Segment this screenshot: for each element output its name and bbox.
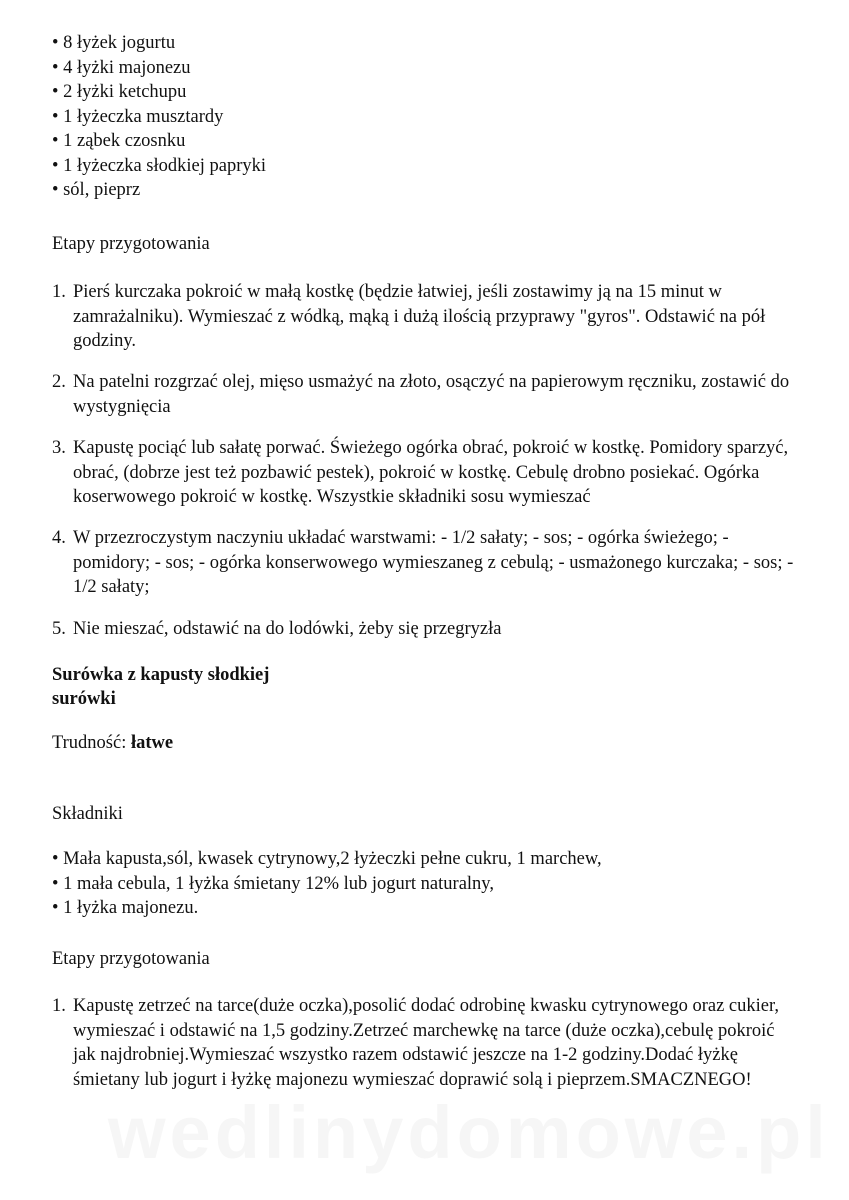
- list-item: • 1 mała cebula, 1 łyżka śmietany 12% lub jogurt naturalny,: [52, 872, 809, 897]
- list-item: • 1 łyżeczka musztardy: [52, 105, 809, 130]
- step-number: 1.: [52, 282, 66, 302]
- recipe-category: surówki: [52, 689, 116, 709]
- step-item: [52, 436, 809, 510]
- list-item: • 2 łyżki ketchupu: [52, 80, 809, 105]
- salad-ingredients-list: [52, 847, 809, 921]
- list-item: • 8 łyżek jogurtu: [52, 31, 809, 56]
- step-text: Kapustę pociąć lub sałatę porwać. Świeżego ogórka obrać, pokroić w kostkę. Pomidory sparzyć, obrać, (dobrze jest też pozbawić pestek), pokroić w kostkę. Cebulę drobno posiekać. Ogórka koserwowego pokroić w kostkę. Wszystkie składniki sosu wymieszać: [73, 438, 789, 507]
- step-number: 2.: [52, 372, 66, 392]
- list-item: • 1 łyżka majonezu.: [52, 896, 809, 921]
- steps-list: [52, 526, 809, 600]
- list-item: • sól, pieprz: [52, 178, 809, 203]
- step-text: Nie mieszać, odstawić na do lodówki, żeby się przegryzła: [73, 619, 502, 639]
- step-number: 3.: [52, 438, 66, 458]
- list-item: • 1 ząbek czosnku: [52, 129, 809, 154]
- list-item: • 1 łyżeczka słodkiej papryki: [52, 154, 809, 179]
- steps-heading: Etapy przygotowania: [52, 949, 210, 969]
- step-item: [52, 617, 809, 642]
- list-item: • Mała kapusta,sól, kwasek cytrynowy,2 łyżeczki pełne cukru, 1 marchew,: [52, 847, 809, 872]
- steps-list: [52, 280, 809, 354]
- steps-heading: Etapy przygotowania: [52, 234, 210, 254]
- recipe-title: Surówka z kapusty słodkiej: [52, 665, 270, 685]
- step-item: [52, 280, 809, 354]
- watermark: wedlinydomowe.pl: [108, 1091, 830, 1174]
- step-number: 5.: [52, 619, 66, 639]
- steps-list: [52, 370, 809, 419]
- list-item: • 4 łyżki majonezu: [52, 56, 809, 81]
- step-item: [52, 994, 797, 1092]
- step-number: 1.: [52, 996, 66, 1016]
- step-item: [52, 526, 809, 600]
- difficulty-value: łatwe: [131, 733, 174, 753]
- step-text: Na patelni rozgrzać olej, mięso usmażyć na złoto, osączyć na papierowym ręczniku, zostawić do wystygnięcia: [73, 372, 790, 417]
- ingredients-heading: Składniki: [52, 804, 123, 824]
- step-text: Kapustę zetrzeć na tarce(duże oczka),posolić dodać odrobinę kwasku cytrynowego oraz cukier, wymieszać i odstawić na 1,5 godziny.Zetrzeć marchewkę na tarce (duże oczka),cebulę pokroić jak najdrobniej.Wymieszać wszystko razem odstawić jeszcze na 1-2 godziny.Dodać łyżkę śmietany lub jogurt i łyżkę majonezu wymieszać doprawić solą i pieprzem.SMACZNEGO!: [73, 996, 780, 1090]
- step-item: [52, 370, 809, 419]
- difficulty-line: [52, 731, 809, 756]
- steps-list: [52, 617, 809, 642]
- difficulty-label: Trudność:: [52, 733, 131, 753]
- step-text: Pierś kurczaka pokroić w małą kostkę (będzie łatwiej, jeśli zostawimy ją na 15 minut w zamrażalniku). Wymieszać z wódką, mąką i dużą ilością przyprawy "gyros". Odstawić na pół godziny.: [73, 282, 766, 351]
- step-number: 4.: [52, 528, 66, 548]
- steps-list: [52, 994, 797, 1092]
- steps-list: [52, 436, 809, 510]
- sauce-ingredients-list: [52, 31, 809, 203]
- step-text: W przezroczystym naczyniu układać warstwami: - 1/2 sałaty; - sos; - ogórka świeżego; - pomidory; - sos; - ogórka konserwowego wymieszaneg z cebulą; - usmażonego kurczaka; - sos; - 1/2 sałaty;: [73, 528, 794, 597]
